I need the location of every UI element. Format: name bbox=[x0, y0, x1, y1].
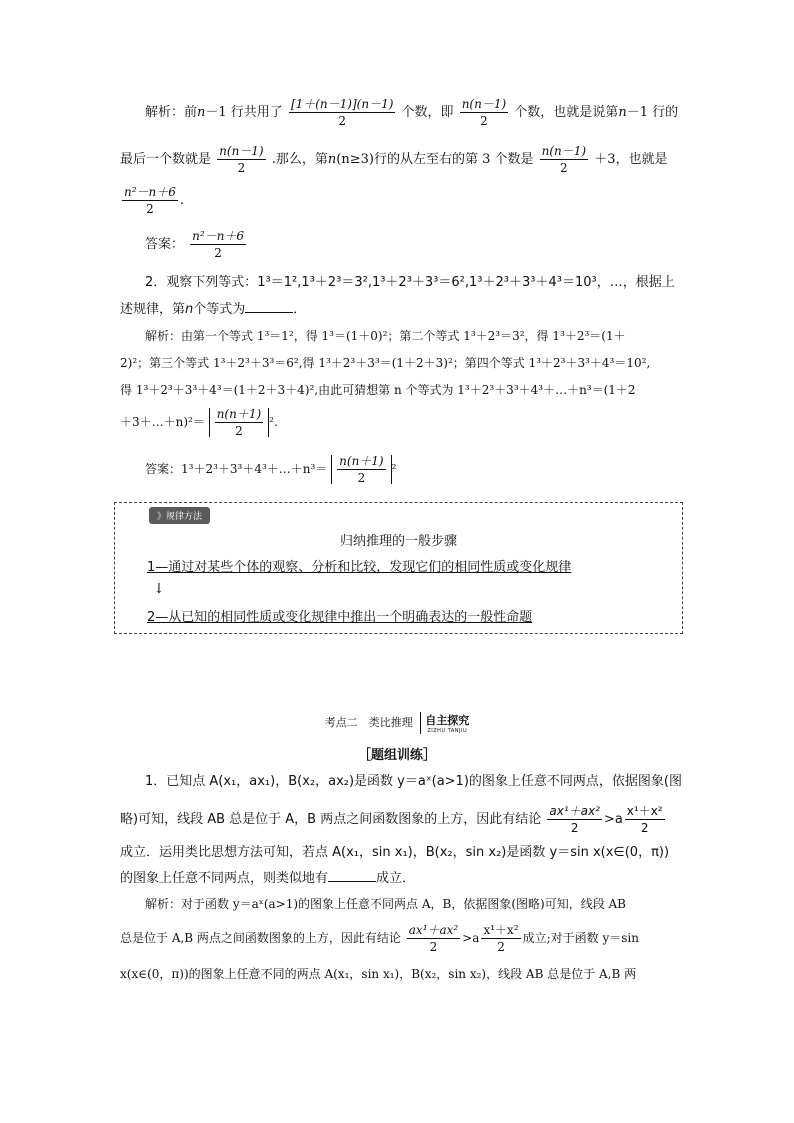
section-tag-pinyin: ZIZHU TANJIU bbox=[427, 728, 468, 734]
fraction bbox=[289, 98, 395, 127]
fraction bbox=[190, 230, 246, 259]
denominator: 2 bbox=[570, 821, 579, 835]
text: 解析：前 bbox=[145, 105, 198, 120]
text: 个数，也就是说第 bbox=[514, 105, 619, 120]
numerator: n(n＋1) bbox=[216, 407, 262, 421]
text: 成立;对于函数 y＝sin bbox=[522, 931, 639, 945]
question-1-line-4 bbox=[120, 872, 415, 885]
text: 最后一个数就是 bbox=[120, 152, 212, 167]
text: ＋3＋…＋n)²＝ bbox=[120, 415, 205, 429]
denominator: 2 bbox=[640, 821, 649, 835]
text: 的图象上任意不同两点，则类似地有 bbox=[120, 871, 329, 886]
down-arrow-icon: ↓ bbox=[153, 581, 165, 597]
text: ＋3，也就是 bbox=[594, 152, 668, 167]
answer-blank bbox=[245, 312, 293, 313]
section-tag bbox=[420, 712, 469, 734]
bracket bbox=[331, 455, 391, 484]
solution-2-line-3: 得 1³＋2³＋3³＋4³＝(1＋2＋3＋4)²,由此可猜想第 n 个等式为 1³＋2³＋3³＋4³＋…＋n³＝(1＋2 bbox=[120, 383, 636, 397]
text: －1 行的 bbox=[626, 105, 679, 120]
fraction bbox=[337, 455, 385, 484]
text: 成立． bbox=[376, 871, 416, 886]
denominator: 2 bbox=[357, 471, 366, 485]
denominator: 2 bbox=[235, 424, 243, 438]
answer-2 bbox=[145, 455, 396, 484]
method-step-2: 2—从已知的相同性质或变化规律中推出一个明确表达的一般性命题 bbox=[147, 610, 533, 625]
denominator: 2 bbox=[338, 114, 346, 128]
denominator: 2 bbox=[429, 940, 438, 954]
solution-1-line-2 bbox=[120, 924, 639, 953]
text: n bbox=[185, 302, 194, 317]
fraction bbox=[625, 805, 665, 834]
text: ． bbox=[293, 302, 307, 317]
text: 个等式为 bbox=[193, 302, 246, 317]
fraction bbox=[540, 145, 588, 174]
text: 总是位于 A,B 两点之间函数图象的上方，因此有结论 bbox=[120, 931, 401, 945]
solution-2-line-1: 解析：由第一个等式 1³＝1²，得 1³＝(1＋0)²；第二个等式 1³＋2³＝3²，得 1³＋2³＝(1＋ bbox=[145, 329, 626, 343]
method-badge: 》规律方法 bbox=[149, 507, 210, 524]
fraction bbox=[460, 98, 508, 127]
denominator: 2 bbox=[497, 940, 505, 954]
fraction bbox=[407, 924, 460, 953]
method-box bbox=[114, 502, 683, 634]
text: . bbox=[179, 193, 185, 208]
fraction bbox=[122, 186, 178, 215]
section-header bbox=[0, 712, 794, 734]
text: ² bbox=[391, 462, 397, 476]
text: ². bbox=[269, 415, 278, 429]
numerator: n²－n＋6 bbox=[124, 185, 176, 199]
solution-1-line-3: x(x∈(0，π))的图象上任意不同的两点 A(x₁，sin x₁)，B(x₂，sin x₂)，线段 AB 总是位于 A,B 两 bbox=[120, 967, 637, 981]
method-step-1: 1—通过对某些个体的观察、分析和比较，发现它们的相同性质或变化规律 bbox=[147, 560, 572, 575]
answer-label: 答案： bbox=[145, 237, 185, 252]
question-1-line-3: 成立．运用类比思想方法可知，若点 A(x₁，sin x₁)，B(x₂，sin x₂)是函数 y＝sin x(x∈(0，π)) bbox=[120, 845, 670, 860]
numerator: n(n＋1) bbox=[339, 454, 384, 468]
numerator: n(n－1) bbox=[541, 144, 587, 158]
question-2-line-2 bbox=[120, 303, 306, 316]
method-title: 归纳推理的一般步骤 bbox=[339, 534, 457, 549]
denominator: 2 bbox=[560, 161, 568, 175]
numerator: n(n－1) bbox=[219, 144, 264, 158]
fraction bbox=[217, 145, 265, 174]
denominator: 2 bbox=[237, 161, 246, 175]
fraction bbox=[481, 924, 520, 953]
bracket bbox=[209, 408, 269, 437]
text: .那么，第 bbox=[271, 152, 328, 167]
answer-blank bbox=[328, 881, 376, 882]
fraction bbox=[215, 408, 263, 437]
numerator: x¹＋x² bbox=[626, 804, 663, 818]
solution-2-line-2: 2)²；第三个等式 1³＋2³＋3³＝6²,得 1³＋2³＋3³＝(1＋2＋3)²；第四个等式 1³＋2³＋3³＋4³＝10², bbox=[120, 356, 651, 370]
fraction bbox=[547, 805, 602, 834]
text: n bbox=[197, 105, 206, 120]
answer-label: 答案：1³＋2³＋3³＋4³＋…＋n³＝ bbox=[145, 462, 328, 476]
text: 略)可知，线段 AB 总是位于 A，B 两点之间函数图象的上方，因此有结论 bbox=[120, 812, 542, 827]
denominator: 2 bbox=[480, 114, 488, 128]
text: >a bbox=[462, 931, 480, 945]
question-1-line-1: 1．已知点 A(x₁，ax₁)，B(x₂，ax₂)是函数 y＝aˣ(a>1)的图象上任意不同两点，依据图象(图 bbox=[145, 774, 682, 789]
section-tag-title: 自主探究 bbox=[425, 714, 470, 727]
solution-1-line-1: 解析：对于函数 y＝aˣ(a>1)的图象上任意不同两点 A，B，依据图象(图略)可知，线段 AB bbox=[145, 897, 627, 911]
text: >a bbox=[603, 812, 623, 827]
solution-line-2 bbox=[120, 145, 668, 174]
numerator: ax¹＋ax² bbox=[549, 804, 600, 818]
question-1-line-2 bbox=[120, 805, 667, 834]
text: (n≥3)行的从左至右的第 3 个数是 bbox=[336, 152, 534, 167]
denominator: 2 bbox=[146, 202, 154, 216]
solution-line-1 bbox=[145, 98, 678, 127]
text: －1 行共用了 bbox=[205, 105, 283, 120]
text: n bbox=[327, 152, 337, 167]
solution-2-line-4 bbox=[120, 408, 278, 437]
question-2-line-1: 2．观察下列等式：1³＝1²,1³＋2³＝3²,1³＋2³＋3³＝6²,1³＋2³＋3³＋4³＝10³，…，根据上 bbox=[145, 275, 675, 290]
text: n bbox=[618, 105, 627, 120]
group-title: ［题组训练］ bbox=[357, 748, 436, 763]
numerator: n(n－1) bbox=[461, 97, 507, 111]
section-label: 考点二 类比推理 bbox=[324, 716, 413, 729]
text: 述规律，第 bbox=[120, 302, 186, 317]
denominator: 2 bbox=[214, 246, 222, 260]
text: 个数，即 bbox=[401, 105, 454, 120]
solution-line-3 bbox=[120, 186, 184, 215]
numerator: [1＋(n－1)](n－1) bbox=[290, 97, 394, 111]
numerator: n²－n＋6 bbox=[192, 229, 245, 243]
numerator: ax¹＋ax² bbox=[408, 923, 459, 937]
answer-1 bbox=[145, 230, 248, 259]
numerator: x¹＋x² bbox=[483, 923, 519, 937]
